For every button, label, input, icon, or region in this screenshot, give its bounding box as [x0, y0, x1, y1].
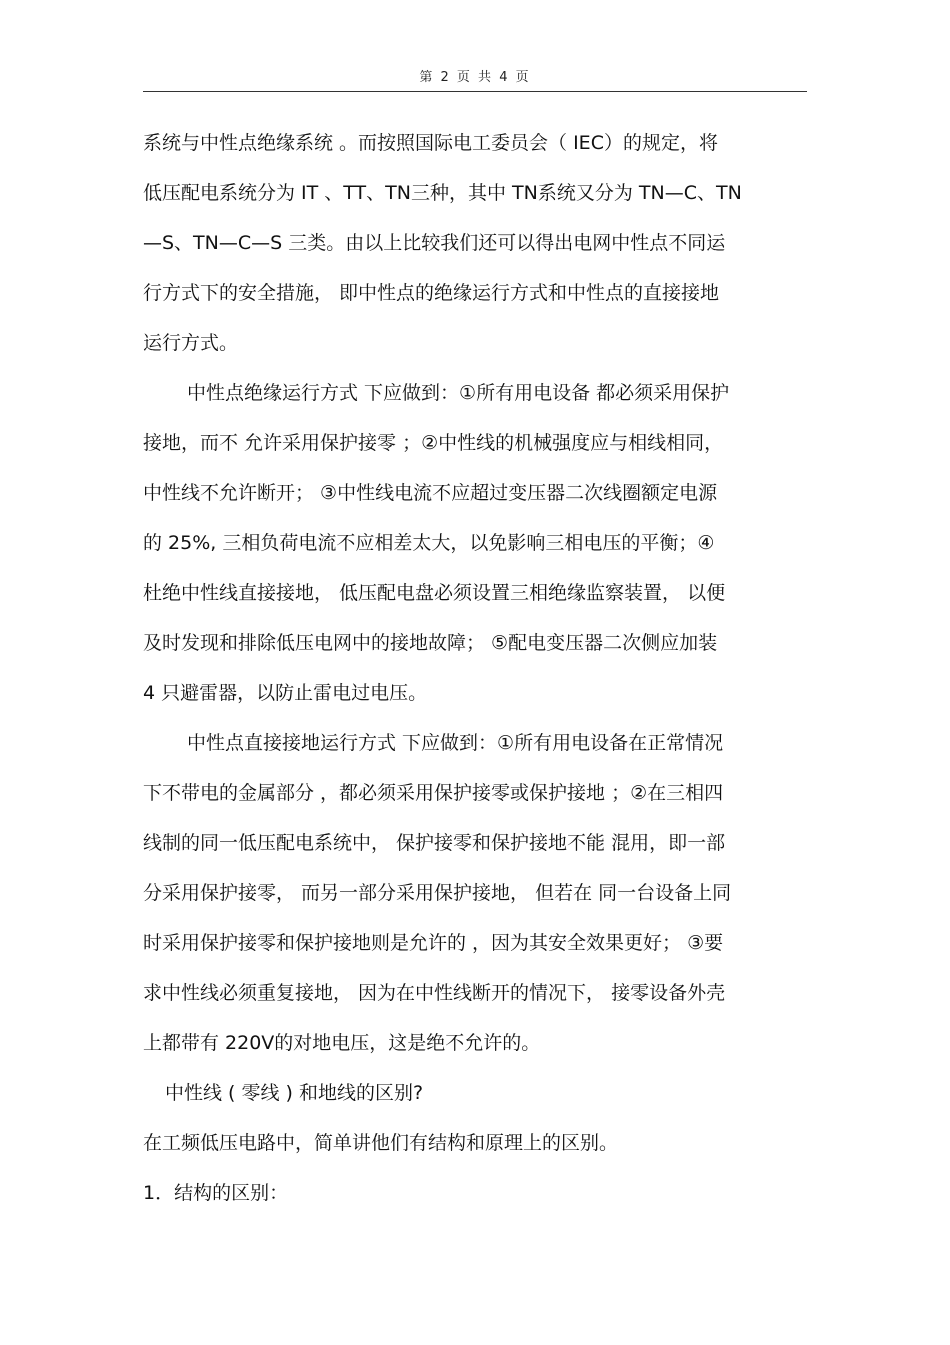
text-line: 上都带有 220V的对地电压，这是绝不允许的。: [143, 1032, 541, 1054]
text-line: 下不带电的金属部分 ，都必须采用保护接零或保护接地 ；②在三相四: [143, 782, 724, 804]
document-body: [143, 118, 823, 1218]
text-line: 中性线不允许断开； ③中性线电流不应超过变压器二次线圈额定电源: [143, 482, 718, 504]
paragraph-start-line: 中性点绝缘运行方式 下应做到：①所有用电设备 都必须采用保护: [187, 382, 730, 404]
text-line: 分采用保护接零， 而另一部分采用保护接地， 但若在 同一台设备上同: [143, 882, 732, 904]
page-header: 第 2 页 共 4 页: [419, 70, 531, 85]
text-line: 线制的同一低压配电系统中， 保护接零和保护接地不能 混用，即一部: [143, 832, 726, 854]
text-line: 4 只避雷器，以防止雷电过电压。: [143, 682, 428, 704]
text-line: 运行方式。: [143, 332, 239, 354]
text-line: 的 25%, 三相负荷电流不应相差太大，以免影响三相电压的平衡；④: [143, 532, 715, 554]
text-line: 及时发现和排除低压电网中的接地故障； ⑤配电变压器二次侧应加装: [143, 632, 718, 654]
paragraph-start-line: 中性点直接接地运行方式 下应做到：①所有用电设备在正常情况: [187, 732, 724, 754]
numbered-item: 1．结构的区别：: [143, 1182, 289, 1204]
text-line: 时采用保护接零和保护接地则是允许的 ，因为其安全效果更好； ③要: [143, 932, 724, 954]
text-line: 系统与中性点绝缘系统 。而按照国际电工委员会（ IEC）的规定，将: [143, 132, 718, 154]
text-line: 接地，而不 允许采用保护接零 ；②中性线的机械强度应与相线相同，: [143, 432, 724, 454]
text-line: 行方式下的安全措施， 即中性点的绝缘运行方式和中性点的直接接地: [143, 282, 720, 304]
text-line: —S、TN—C—S 三类。由以上比较我们还可以得出电网中性点不同运: [143, 232, 726, 254]
text-line: 低压配电系统分为 IT 、TT、TN三种，其中 TN系统又分为 TN—C、TN: [143, 182, 742, 204]
section-heading: 中性线 ( 零线 ) 和地线的区别?: [165, 1082, 424, 1104]
header-divider: [143, 91, 807, 92]
text-line: 求中性线必须重复接地， 因为在中性线断开的情况下， 接零设备外壳: [143, 982, 726, 1004]
text-line: 杜绝中性线直接接地， 低压配电盘必须设置三相绝缘监察装置， 以便: [143, 582, 726, 604]
text-line: 在工频低压电路中，简单讲他们有结构和原理上的区别。: [143, 1132, 619, 1154]
